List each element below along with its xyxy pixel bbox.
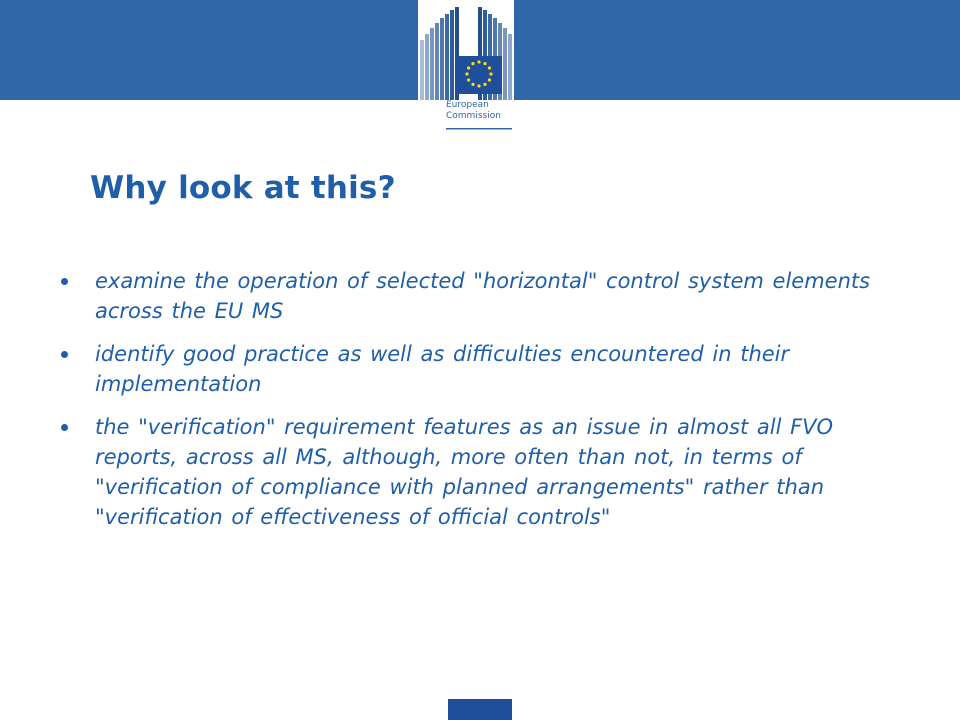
footer-flag-tab bbox=[448, 699, 512, 720]
bullet-list bbox=[58, 266, 898, 545]
bullet-text: the "verification" requirement features as an issue in almost all FVO reports, across all MS, although, more often than not, in terms of "verification of compliance with planned arrangements" rather than "verification of effectiveness of official controls" bbox=[95, 415, 834, 529]
slide-title: Why look at this? bbox=[90, 170, 396, 206]
bullet-item bbox=[58, 412, 898, 532]
logo-line-european: European bbox=[446, 100, 489, 110]
bullet-text: examine the operation of selected "horizontal" control system elements across the EU MS bbox=[95, 269, 871, 323]
bullet-text: identify good practice as well as difficulties encountered in their implementation bbox=[95, 342, 790, 396]
bullet-icon bbox=[61, 278, 68, 285]
european-commission-logo bbox=[418, 0, 514, 134]
logo-wordmark bbox=[446, 100, 514, 122]
bullet-icon bbox=[61, 351, 68, 358]
logo-line-commission: Commission bbox=[446, 111, 501, 121]
bullet-item bbox=[58, 266, 898, 326]
bullet-icon bbox=[61, 424, 68, 431]
bullet-item bbox=[58, 339, 898, 399]
